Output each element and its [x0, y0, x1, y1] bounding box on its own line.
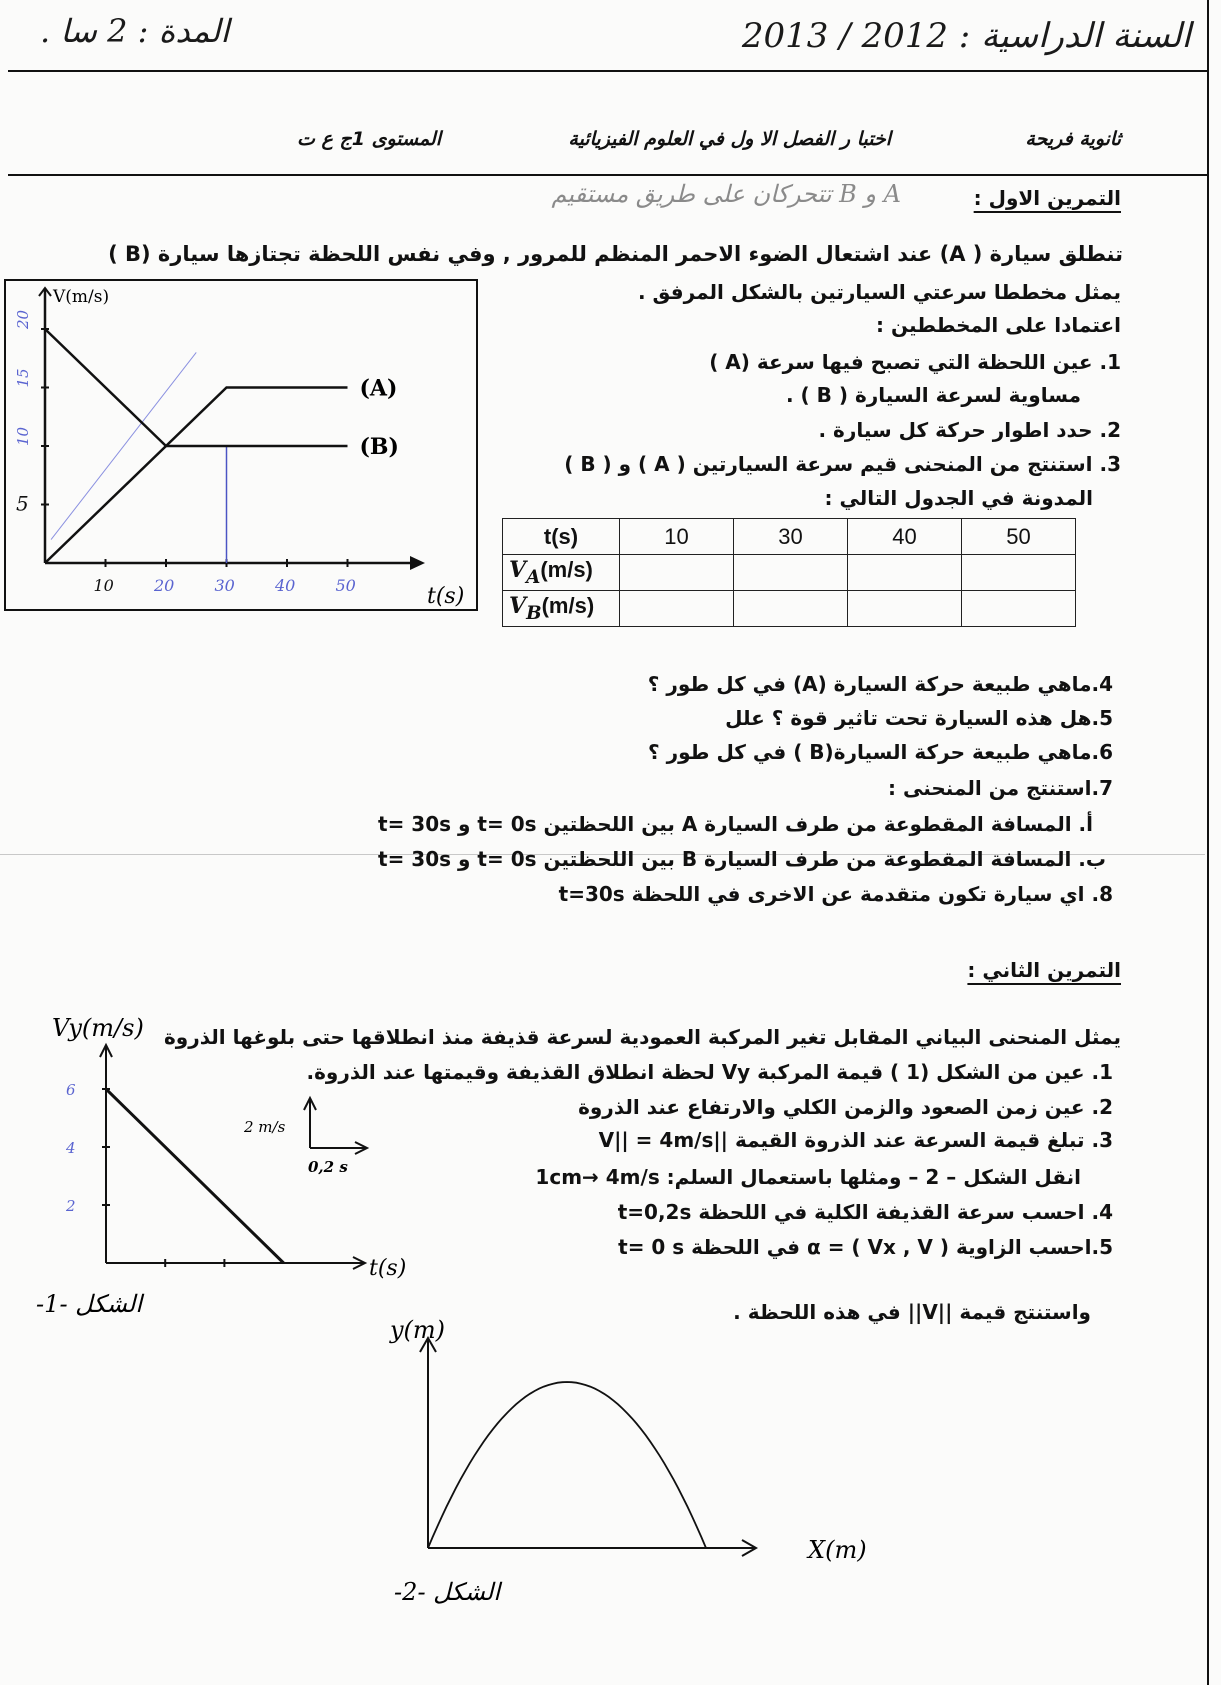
ex2-question: 4. احسب سرعة القذيفة الكلية في اللحظة t=0,2s [617, 1200, 1113, 1224]
y-axis-label: Vy(m/s) [52, 1014, 144, 1042]
y-axis-label: V(m/s) [53, 287, 110, 307]
y-tick-label: 15 [14, 368, 32, 388]
ex2-question: 5.احسب الزاوية α = ( Vx , V ) في اللحظة t= 0 s [618, 1235, 1113, 1259]
ex1-question: المدونة في الجدول التالي : [824, 486, 1093, 510]
table-time: 50 [962, 519, 1076, 555]
velocity-table [502, 518, 1076, 627]
table-row [503, 555, 1076, 591]
right-border [1207, 0, 1209, 1685]
school-name: ثانوية فريحة [1025, 128, 1121, 150]
table-cell[interactable] [962, 591, 1076, 627]
ex2-question: انقل الشكل – 2 – ومثلها باستعمال السلم: 1cm→ 4m/s [535, 1165, 1081, 1189]
ex1-question: 2. حدد اطوار حركة كل سيارة . [818, 418, 1121, 442]
table-row [503, 591, 1076, 627]
ex1-intro-3: اعتمادا على المخططين : [876, 313, 1121, 337]
x-tick-label: 50 [335, 576, 356, 595]
table-cell[interactable] [620, 591, 734, 627]
ex1-question: 6.ماهي طبيعة حركة السيارة(B ) في كل طور ؟ [648, 740, 1113, 764]
exercise2-title: التمرين الثاني : [967, 958, 1121, 982]
y-axis-label: y(m) [390, 1316, 446, 1344]
table-cell[interactable] [620, 555, 734, 591]
figure-caption: الشكل -1- [36, 1290, 142, 1318]
y-tick-label: 20 [14, 309, 32, 329]
ex1-intro-1: تنطلق سيارة ( A) عند اشتعال الضوء الاحمر المنظم للمرور , وفي نفس اللحظة تجتازها سيارة (B ) [108, 242, 1123, 266]
ex1-question: أ. المسافة المقطوعة من طرف السيارة A بين اللحظتين t= 0s و t= 30s [378, 812, 1093, 836]
x-tick-label: 40 [275, 576, 296, 595]
y-tick-label: 4 [66, 1139, 76, 1157]
scale-y-label: 2 m/s [244, 1118, 286, 1136]
duration: المدة : 2 سا . [40, 12, 230, 50]
x-axis-label: X(m) [808, 1536, 867, 1564]
ex1-question: 5.هل هذه السيارة تحت تاثير قوة ؟ علل [725, 706, 1113, 730]
ex2-question: واستنتج قيمة ||V|| في هذه اللحظة . [733, 1300, 1091, 1324]
school-year: السنة الدراسية : 2012 / 2013 [741, 16, 1191, 56]
ex1-intro-2: يمثل مخططا سرعتي السيارتين بالشكل المرفق . [637, 280, 1121, 304]
ex1-question: 4.ماهي طبيعة حركة السيارة (A) في كل طور ؟ [647, 672, 1113, 696]
x-axis-label: t(s) [369, 1256, 407, 1281]
ex1-question: 7.استنتج من المنحنى : [888, 776, 1113, 800]
table-time: 10 [620, 519, 734, 555]
series-line-trajectory [428, 1382, 706, 1548]
y-tick-label: 2 [66, 1197, 76, 1215]
ex2-question: 2. عين زمن الصعود والزمن الكلي والارتفاع عند الذروة [578, 1095, 1113, 1119]
ex2-question: 3. تبلغ قيمة السرعة عند الذروة القيمة ||V|| = 4m/s [598, 1128, 1113, 1152]
handwritten-note: A و B تتحركان على طريق مستقيم [551, 180, 901, 208]
x-tick-label: 10 [93, 576, 114, 595]
ex1-question: ب. المسافة المقطوعة من طرف السيارة B بين اللحظتين t= 0s و t= 30s [378, 847, 1106, 871]
series-line-vy [106, 1089, 284, 1263]
scale-x-label: 0,2 s [308, 1158, 348, 1176]
title-divider [8, 174, 1208, 176]
trajectory-chart [360, 1310, 920, 1610]
x-tick-label: 30 [214, 576, 235, 595]
ex2-question: 1. عين من الشكل (1 ) قيمة المركبة Vy لحظة انطلاق القذيفة وقيمتها عند الذروة. [306, 1060, 1113, 1084]
table-cell[interactable] [734, 555, 848, 591]
y-tick-label: 5 [16, 491, 29, 516]
velocity-chart [0, 270, 490, 620]
x-axis-label: t(s) [427, 584, 465, 609]
table-cell[interactable] [962, 555, 1076, 591]
table-time: 30 [734, 519, 848, 555]
table-cell[interactable] [848, 591, 962, 627]
series-label: (B) [359, 434, 399, 460]
ex1-question: 1. عين اللحظة التي تصبح فيها سرعة (A ) [709, 350, 1121, 374]
table-cell[interactable] [734, 591, 848, 627]
table-header-row [503, 519, 1076, 555]
table-header-label: t(s) [503, 519, 620, 555]
row-label-vb: $V_B(m/s)$ [503, 591, 620, 627]
exam-title: اختبا ر الفصل الا ول في العلوم الفيزيائية [568, 128, 891, 150]
table-time: 40 [848, 519, 962, 555]
series-line-a [45, 388, 348, 564]
figure-caption: الشكل -2- [394, 1578, 500, 1606]
y-tick-label: 10 [14, 426, 32, 446]
exercise1-title: التمرين الاول : [973, 186, 1121, 210]
header-divider [8, 70, 1208, 72]
ex2-intro: يمثل المنحنى البياني المقابل تغير المركبة العمودية لسرعة قذيفة منذ انطلاقها حتى بلوغها الذروة [163, 1025, 1121, 1049]
vy-chart [0, 1000, 440, 1330]
row-label-va: $V_A(m/s)$ [503, 555, 620, 591]
ex1-question: مساوية لسرعة السيارة ( B ) . [785, 383, 1081, 407]
x-axis-arrow-icon [410, 556, 425, 570]
level: المستوى 1ج ع ت [297, 128, 441, 150]
ex1-question: 8. اي سيارة تكون متقدمة عن الاخرى في اللحظة t=30s [558, 882, 1113, 906]
series-label: (A) [359, 375, 398, 402]
x-tick-label: 20 [154, 576, 175, 595]
table-cell[interactable] [848, 555, 962, 591]
y-tick-label: 6 [66, 1081, 76, 1099]
ex1-question: 3. استنتج من المنحنى قيم سرعة السيارتين ( A ) و ( B ) [564, 452, 1121, 476]
